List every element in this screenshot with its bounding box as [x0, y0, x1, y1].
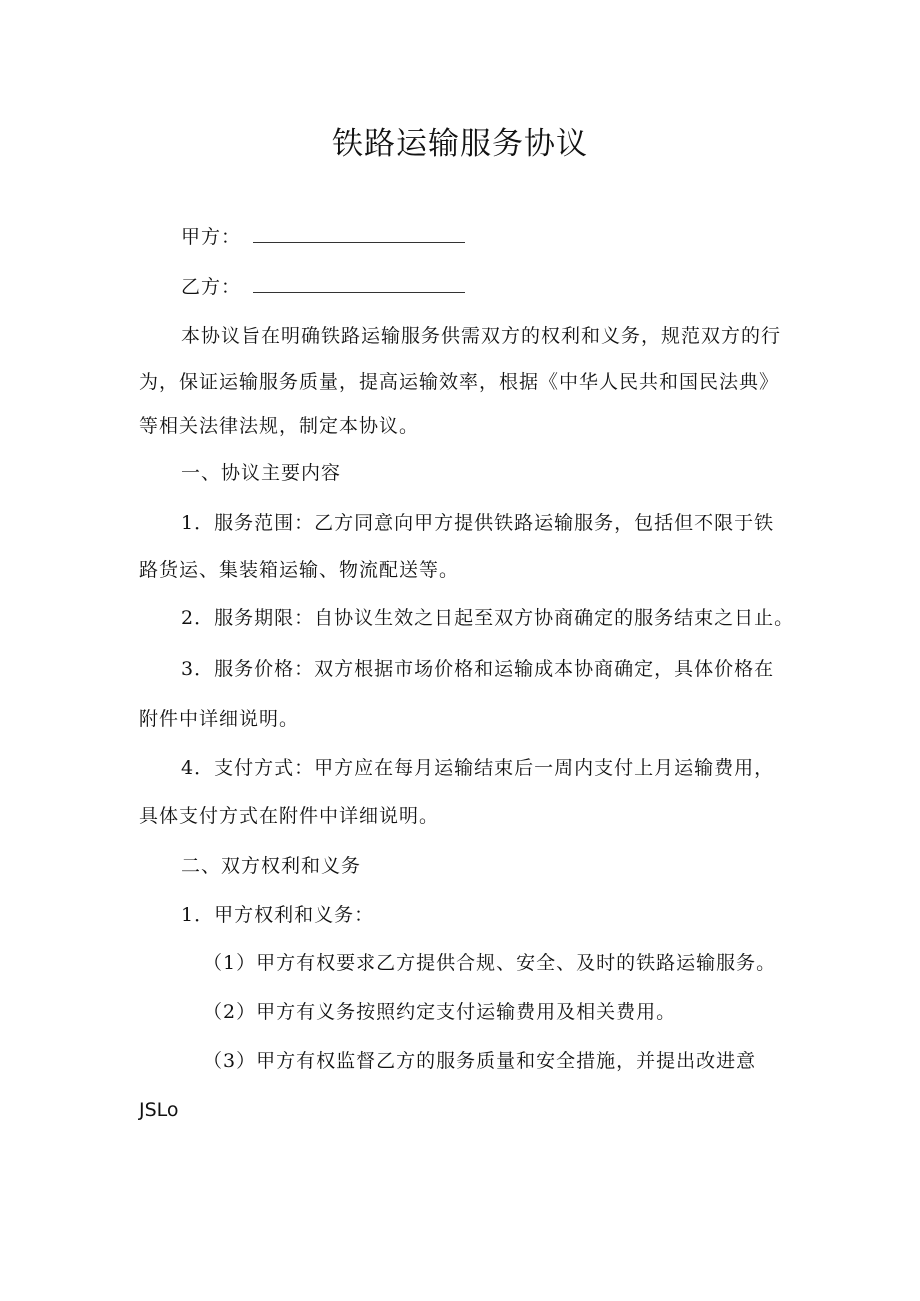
party-a-blank — [253, 226, 465, 243]
section-heading: 一、协议主要内容 — [181, 462, 342, 484]
footer-text: JSLo — [139, 1099, 179, 1121]
item-2-line: 2．服务期限：自协议生效之日起至双方协商确定的服务结束之日止。 — [181, 607, 795, 629]
clause-line: （1）甲方有权要求乙方提供合规、安全、及时的铁路运输服务。 — [203, 952, 777, 974]
item-4-line: 具体支付方式在附件中详细说明。 — [139, 805, 440, 827]
party-a-line — [181, 222, 465, 249]
item-3-line: 3．服务价格：双方根据市场价格和运输成本协商确定，具体价格在 — [181, 658, 775, 680]
item-1-line: 1．服务范围：乙方同意向甲方提供铁路运输服务，包括但不限于铁 — [181, 512, 775, 534]
party-b-line — [181, 272, 465, 299]
item-4-line: 4．支付方式：甲方应在每月运输结束后一周内支付上月运输费用， — [181, 757, 775, 779]
section-heading: 二、双方权利和义务 — [181, 855, 362, 877]
item-3-line: 附件中详细说明。 — [139, 708, 300, 730]
clause-line: （3）甲方有权监督乙方的服务质量和安全措施，并提出改进意 — [203, 1050, 757, 1072]
party-a-label: 甲方： — [181, 226, 242, 248]
intro-line: 等相关法律法规，制定本协议。 — [139, 415, 420, 437]
item-1-line: 路货运、集装箱运输、物流配送等。 — [139, 559, 460, 581]
subsection-heading: 1．甲方权利和义务： — [181, 904, 375, 926]
party-b-label: 乙方： — [181, 276, 242, 298]
clause-line: （2）甲方有义务按照约定支付运输费用及相关费用。 — [203, 1001, 677, 1023]
intro-line: 为，保证运输服务质量，提高运输效率，根据《中华人民共和国民法典》 — [139, 371, 780, 393]
party-b-blank — [253, 276, 465, 293]
intro-line: 本协议旨在明确铁路运输服务供需双方的权利和义务，规范双方的行 — [181, 325, 782, 347]
document-title: 铁路运输服务协议 — [332, 126, 588, 162]
